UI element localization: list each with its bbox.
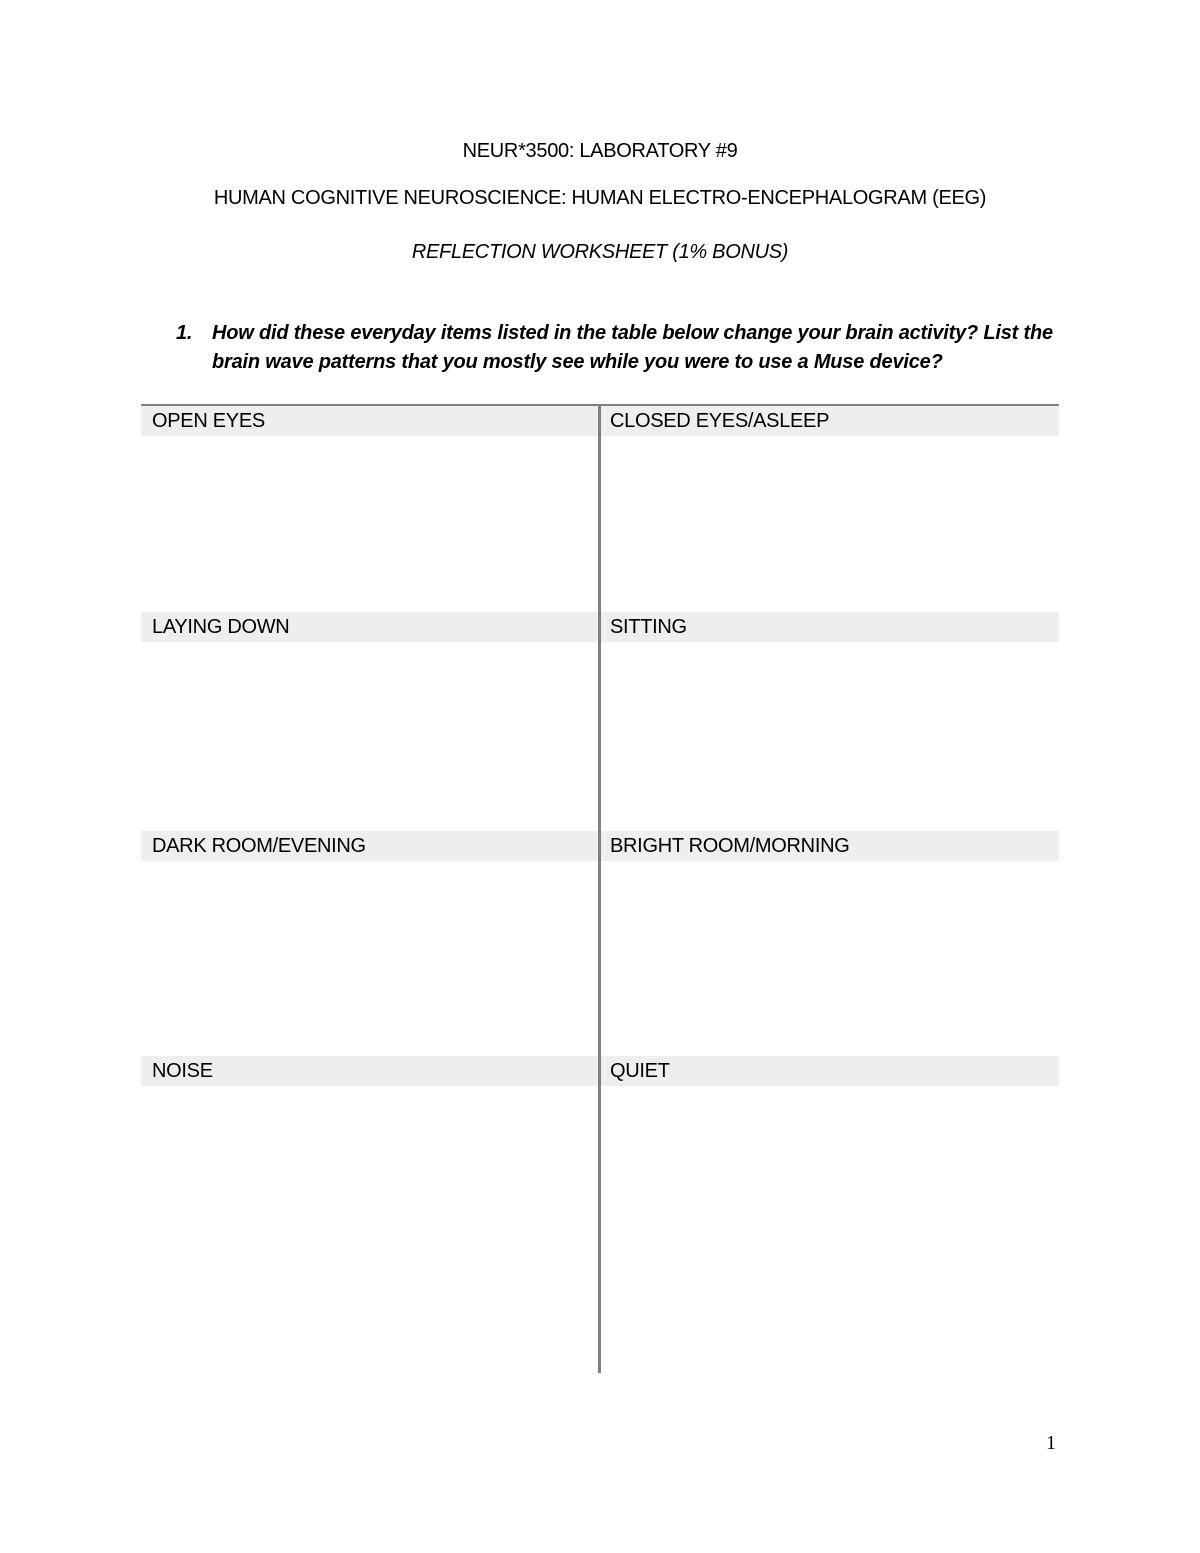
worksheet-title: REFLECTION WORKSHEET (1% BONUS) — [411, 241, 789, 263]
cell-noise: NOISE — [141, 1056, 598, 1086]
course-title: NEUR*3500: LABORATORY #9 — [462, 140, 738, 162]
cell-bright-room-morning: BRIGHT ROOM/MORNING — [601, 831, 1059, 861]
cell-dark-room-evening: DARK ROOM/EVENING — [141, 831, 598, 861]
cell-quiet: QUIET — [601, 1056, 1059, 1086]
document-subtitle: HUMAN COGNITIVE NEUROSCIENCE: HUMAN ELECTRO-ENCEPHALOGRAM (EEG) — [213, 187, 987, 209]
cell-laying-down: LAYING DOWN — [141, 612, 598, 642]
cell-open-eyes: OPEN EYES — [141, 406, 598, 436]
question-number: 1. — [176, 322, 193, 344]
cell-closed-eyes-asleep: CLOSED EYES/ASLEEP — [601, 406, 1059, 436]
table-column-divider — [598, 404, 601, 1373]
page-number: 1 — [1046, 1432, 1056, 1454]
question-1 — [176, 319, 1076, 377]
cell-sitting: SITTING — [601, 612, 1059, 642]
question-text: How did these everyday items listed in the table below change your brain activity? List the brain wave patterns that you mostly see while you were to use a Muse device? — [212, 322, 1053, 373]
